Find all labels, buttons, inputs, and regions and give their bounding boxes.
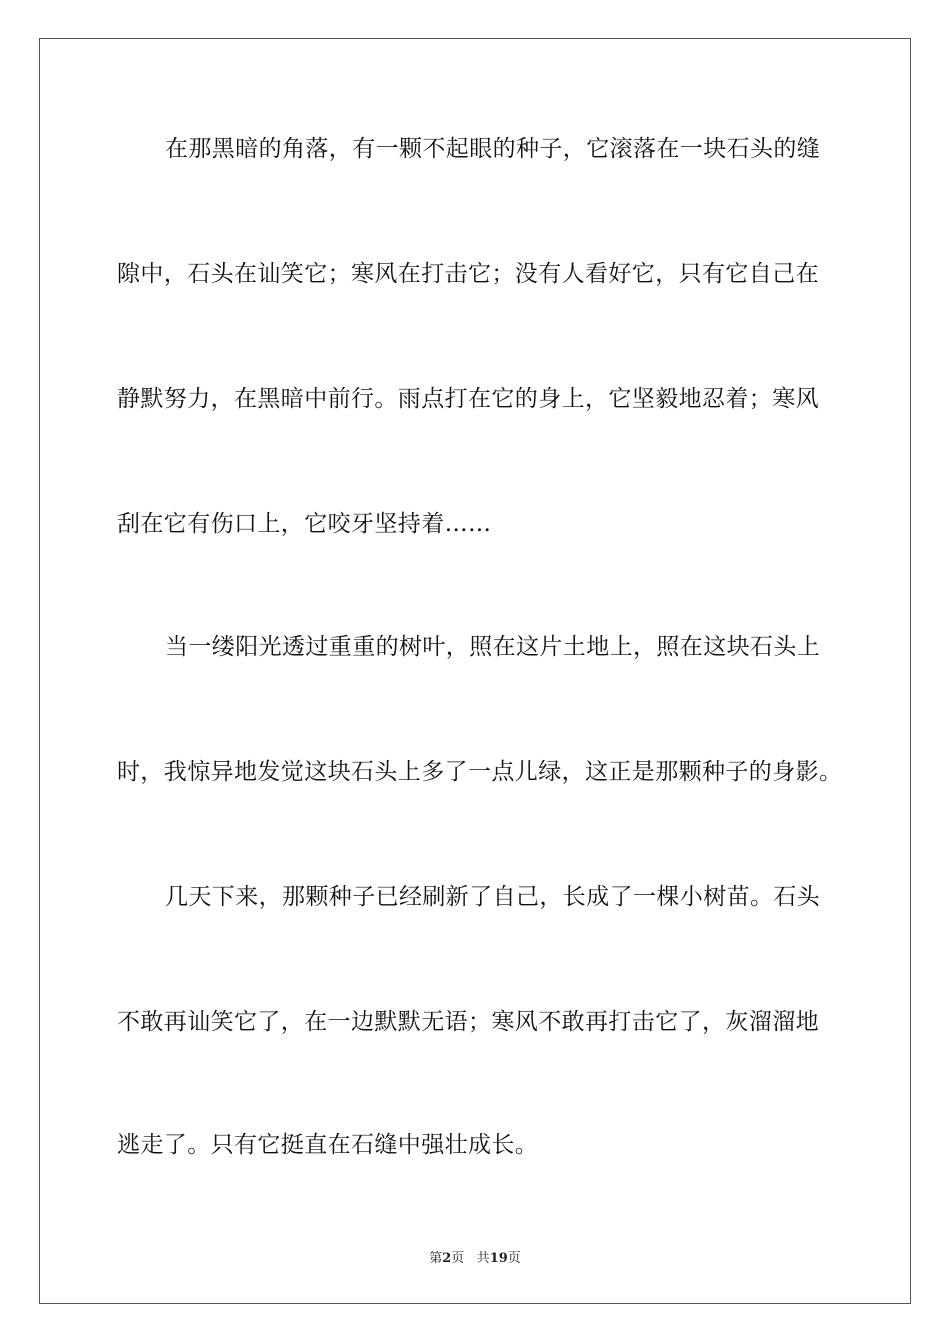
paragraph-2-line-1: 当一缕阳光透过重重的树叶，照在这片土地上，照在这块石头上: [165, 634, 821, 660]
paragraph-3-line-2: 不敢再讪笑它了，在一边默默无语；寒风不敢再打击它了，灰溜溜地: [117, 1009, 819, 1035]
page-footer: [0, 1247, 950, 1266]
footer-total-suffix: 页: [507, 1251, 521, 1266]
paragraph-1-line-2: 隙中，石头在讪笑它；寒风在打击它；没有人看好它，只有它自己在: [117, 261, 819, 287]
paragraph-2-line-2: 时，我惊异地发觉这块石头上多了一点儿绿，这正是那颗种子的身影。: [117, 759, 843, 785]
paragraph-1-line-4: 刮在它有伤口上，它咬牙坚持着……: [117, 511, 492, 537]
paragraph-3-line-1: 几天下来，那颗种子已经刷新了自己，长成了一棵小树苗。石头: [165, 884, 821, 910]
footer-page-prefix: 第: [429, 1251, 443, 1266]
footer-total-pages: 19: [489, 1251, 508, 1266]
paragraph-1-line-3: 静默努力，在黑暗中前行。雨点打在它的身上，它坚毅地忍着；寒风: [117, 386, 819, 412]
footer-total-prefix: 共: [476, 1251, 490, 1266]
page-frame: [39, 38, 911, 1304]
paragraph-3-line-3: 逃走了。只有它挺直在石缝中强壮成长。: [117, 1132, 539, 1158]
footer-page-number: 2: [442, 1251, 452, 1266]
footer-page-suffix: 页: [451, 1251, 465, 1266]
paragraph-1-line-1: 在那黑暗的角落，有一颗不起眼的种子，它滚落在一块石头的缝: [165, 136, 821, 162]
